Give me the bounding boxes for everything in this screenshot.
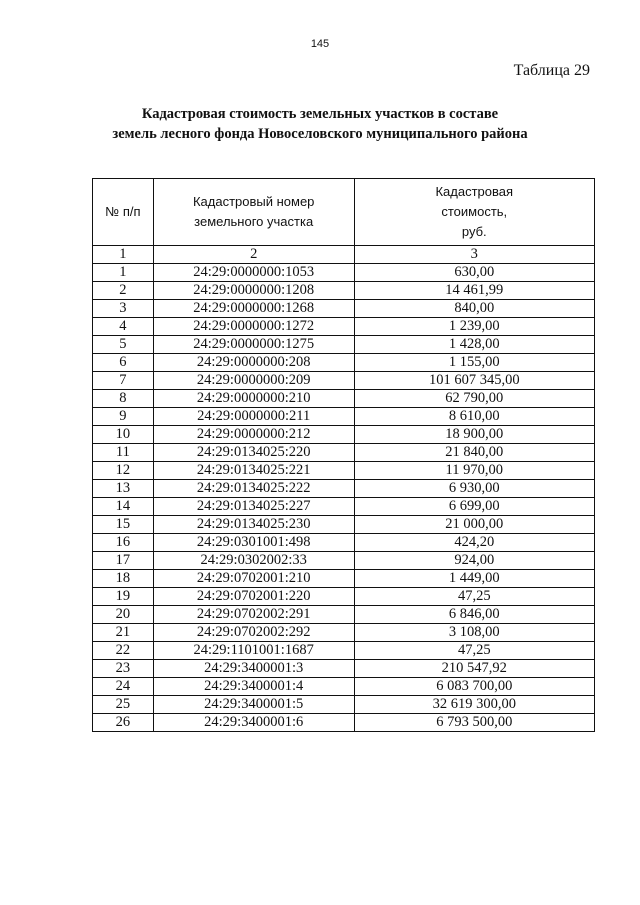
cadastral-number-cell: 24:29:0000000:209: [153, 372, 354, 390]
row-number-cell: 18: [93, 570, 154, 588]
title-line: Кадастровая стоимость земельных участков в составе: [141, 106, 499, 122]
table-row: [93, 714, 595, 732]
row-number-cell: 19: [93, 588, 154, 606]
cadastral-value-cell: 1 155,00: [354, 354, 594, 372]
cadastral-value-cell: 21 840,00: [354, 444, 594, 462]
cadastral-number-cell: 24:29:0000000:208: [153, 354, 354, 372]
row-number-cell: 21: [93, 624, 154, 642]
column-number-row: [93, 246, 595, 264]
cadastral-value-cell: 1 428,00: [354, 336, 594, 354]
cadastral-value-cell: 11 970,00: [354, 462, 594, 480]
cadastral-value-cell: 1 449,00: [354, 570, 594, 588]
cadastral-number-cell: 24:29:0000000:1053: [153, 264, 354, 282]
cadastral-number-cell: 24:29:0702002:292: [153, 624, 354, 642]
cadastral-number-cell: 24:29:0301001:498: [153, 534, 354, 552]
row-number-cell: 10: [93, 426, 154, 444]
cadastral-number-cell: 24:29:1101001:1687: [153, 642, 354, 660]
row-number-cell: 22: [93, 642, 154, 660]
row-number-cell: 3: [93, 300, 154, 318]
table-row: [93, 354, 595, 372]
row-number-cell: 15: [93, 516, 154, 534]
cadastral-number-cell: 24:29:0302002:33: [153, 552, 354, 570]
row-number-cell: 26: [93, 714, 154, 732]
cadastral-number-cell: 24:29:0702002:291: [153, 606, 354, 624]
cadastral-number-cell: 24:29:0134025:227: [153, 498, 354, 516]
table-row: [93, 570, 595, 588]
table-row: [93, 480, 595, 498]
cadastral-value-cell: 924,00: [354, 552, 594, 570]
cadastral-value-cell: 6 699,00: [354, 498, 594, 516]
page-number: 145: [310, 38, 330, 50]
table-body: [93, 264, 595, 732]
table-row: [93, 372, 595, 390]
cadastral-value-cell: 32 619 300,00: [354, 696, 594, 714]
table-row: [93, 426, 595, 444]
table-row: [93, 444, 595, 462]
cadastral-number-cell: 24:29:3400001:4: [153, 678, 354, 696]
table-row: [93, 534, 595, 552]
cadastral-value-cell: 6 083 700,00: [354, 678, 594, 696]
cadastral-value-cell: 6 930,00: [354, 480, 594, 498]
row-number-cell: 12: [93, 462, 154, 480]
cadastral-number-cell: 24:29:0000000:1275: [153, 336, 354, 354]
table-row: [93, 318, 595, 336]
table-row: [93, 624, 595, 642]
row-number-cell: 8: [93, 390, 154, 408]
table-row: [93, 282, 595, 300]
header-cadastral-number: [153, 179, 354, 246]
title-line: земель лесного фонда Новоселовского муниципального района: [112, 126, 528, 142]
row-number-cell: 4: [93, 318, 154, 336]
table-row: [93, 678, 595, 696]
cadastral-value-cell: 630,00: [354, 264, 594, 282]
header-line: стоимость,: [441, 204, 508, 219]
table-label: Таблица 29: [513, 62, 590, 79]
row-number-cell: 14: [93, 498, 154, 516]
cadastral-number-cell: 24:29:0702001:210: [153, 570, 354, 588]
document-title: [0, 104, 640, 144]
table-row: [93, 660, 595, 678]
cadastral-number-cell: 24:29:3400001:6: [153, 714, 354, 732]
cadastral-number-cell: 24:29:0000000:1272: [153, 318, 354, 336]
cadastral-number-cell: 24:29:0000000:211: [153, 408, 354, 426]
cadastral-number-cell: 24:29:0000000:210: [153, 390, 354, 408]
row-number-cell: 5: [93, 336, 154, 354]
table-row: [93, 462, 595, 480]
cadastral-number-cell: 24:29:0000000:1208: [153, 282, 354, 300]
cadastral-number-cell: 24:29:3400001:5: [153, 696, 354, 714]
cadastral-value-table: [92, 178, 595, 732]
cadastral-value-cell: 6 793 500,00: [354, 714, 594, 732]
cadastral-number-cell: 24:29:0134025:222: [153, 480, 354, 498]
cadastral-number-cell: 24:29:0702001:220: [153, 588, 354, 606]
table-row: [93, 606, 595, 624]
cadastral-number-cell: 24:29:0134025:221: [153, 462, 354, 480]
row-number-cell: 2: [93, 282, 154, 300]
row-number-cell: 13: [93, 480, 154, 498]
cadastral-value-cell: 424,20: [354, 534, 594, 552]
cadastral-value-cell: 6 846,00: [354, 606, 594, 624]
cadastral-value-cell: 21 000,00: [354, 516, 594, 534]
header-row-number: № п/п: [93, 179, 154, 246]
cadastral-value-cell: 840,00: [354, 300, 594, 318]
cadastral-value-cell: 8 610,00: [354, 408, 594, 426]
row-number-cell: 20: [93, 606, 154, 624]
column-number: 3: [354, 246, 594, 264]
cadastral-number-cell: 24:29:0134025:220: [153, 444, 354, 462]
header-cadastral-value: [354, 179, 594, 246]
cadastral-value-cell: 47,25: [354, 642, 594, 660]
table-row: [93, 300, 595, 318]
cadastral-number-cell: 24:29:0134025:230: [153, 516, 354, 534]
row-number-cell: 17: [93, 552, 154, 570]
table-row: [93, 390, 595, 408]
cadastral-value-cell: 210 547,92: [354, 660, 594, 678]
row-number-cell: 11: [93, 444, 154, 462]
table-row: [93, 588, 595, 606]
cadastral-value-cell: 1 239,00: [354, 318, 594, 336]
cadastral-value-cell: 18 900,00: [354, 426, 594, 444]
column-number: 2: [153, 246, 354, 264]
row-number-cell: 23: [93, 660, 154, 678]
table-row: [93, 642, 595, 660]
table-row: [93, 264, 595, 282]
column-number: 1: [93, 246, 154, 264]
row-number-cell: 1: [93, 264, 154, 282]
table-row: [93, 552, 595, 570]
table-row: [93, 408, 595, 426]
row-number-cell: 9: [93, 408, 154, 426]
cadastral-number-cell: 24:29:0000000:212: [153, 426, 354, 444]
table-row: [93, 336, 595, 354]
cadastral-number-cell: 24:29:3400001:3: [153, 660, 354, 678]
table-row: [93, 696, 595, 714]
cadastral-value-cell: 14 461,99: [354, 282, 594, 300]
table-row: [93, 516, 595, 534]
cadastral-value-cell: 101 607 345,00: [354, 372, 594, 390]
header-line: земельного участка: [194, 214, 314, 229]
header-line: Кадастровый номер: [192, 194, 315, 209]
header-line: Кадастровая: [435, 184, 514, 199]
cadastral-value-cell: 3 108,00: [354, 624, 594, 642]
table-row: [93, 498, 595, 516]
table-header-row: [93, 179, 595, 246]
header-line: руб.: [461, 224, 487, 239]
cadastral-number-cell: 24:29:0000000:1268: [153, 300, 354, 318]
row-number-cell: 6: [93, 354, 154, 372]
row-number-cell: 24: [93, 678, 154, 696]
row-number-cell: 7: [93, 372, 154, 390]
cadastral-value-cell: 47,25: [354, 588, 594, 606]
cadastral-value-cell: 62 790,00: [354, 390, 594, 408]
row-number-cell: 25: [93, 696, 154, 714]
row-number-cell: 16: [93, 534, 154, 552]
